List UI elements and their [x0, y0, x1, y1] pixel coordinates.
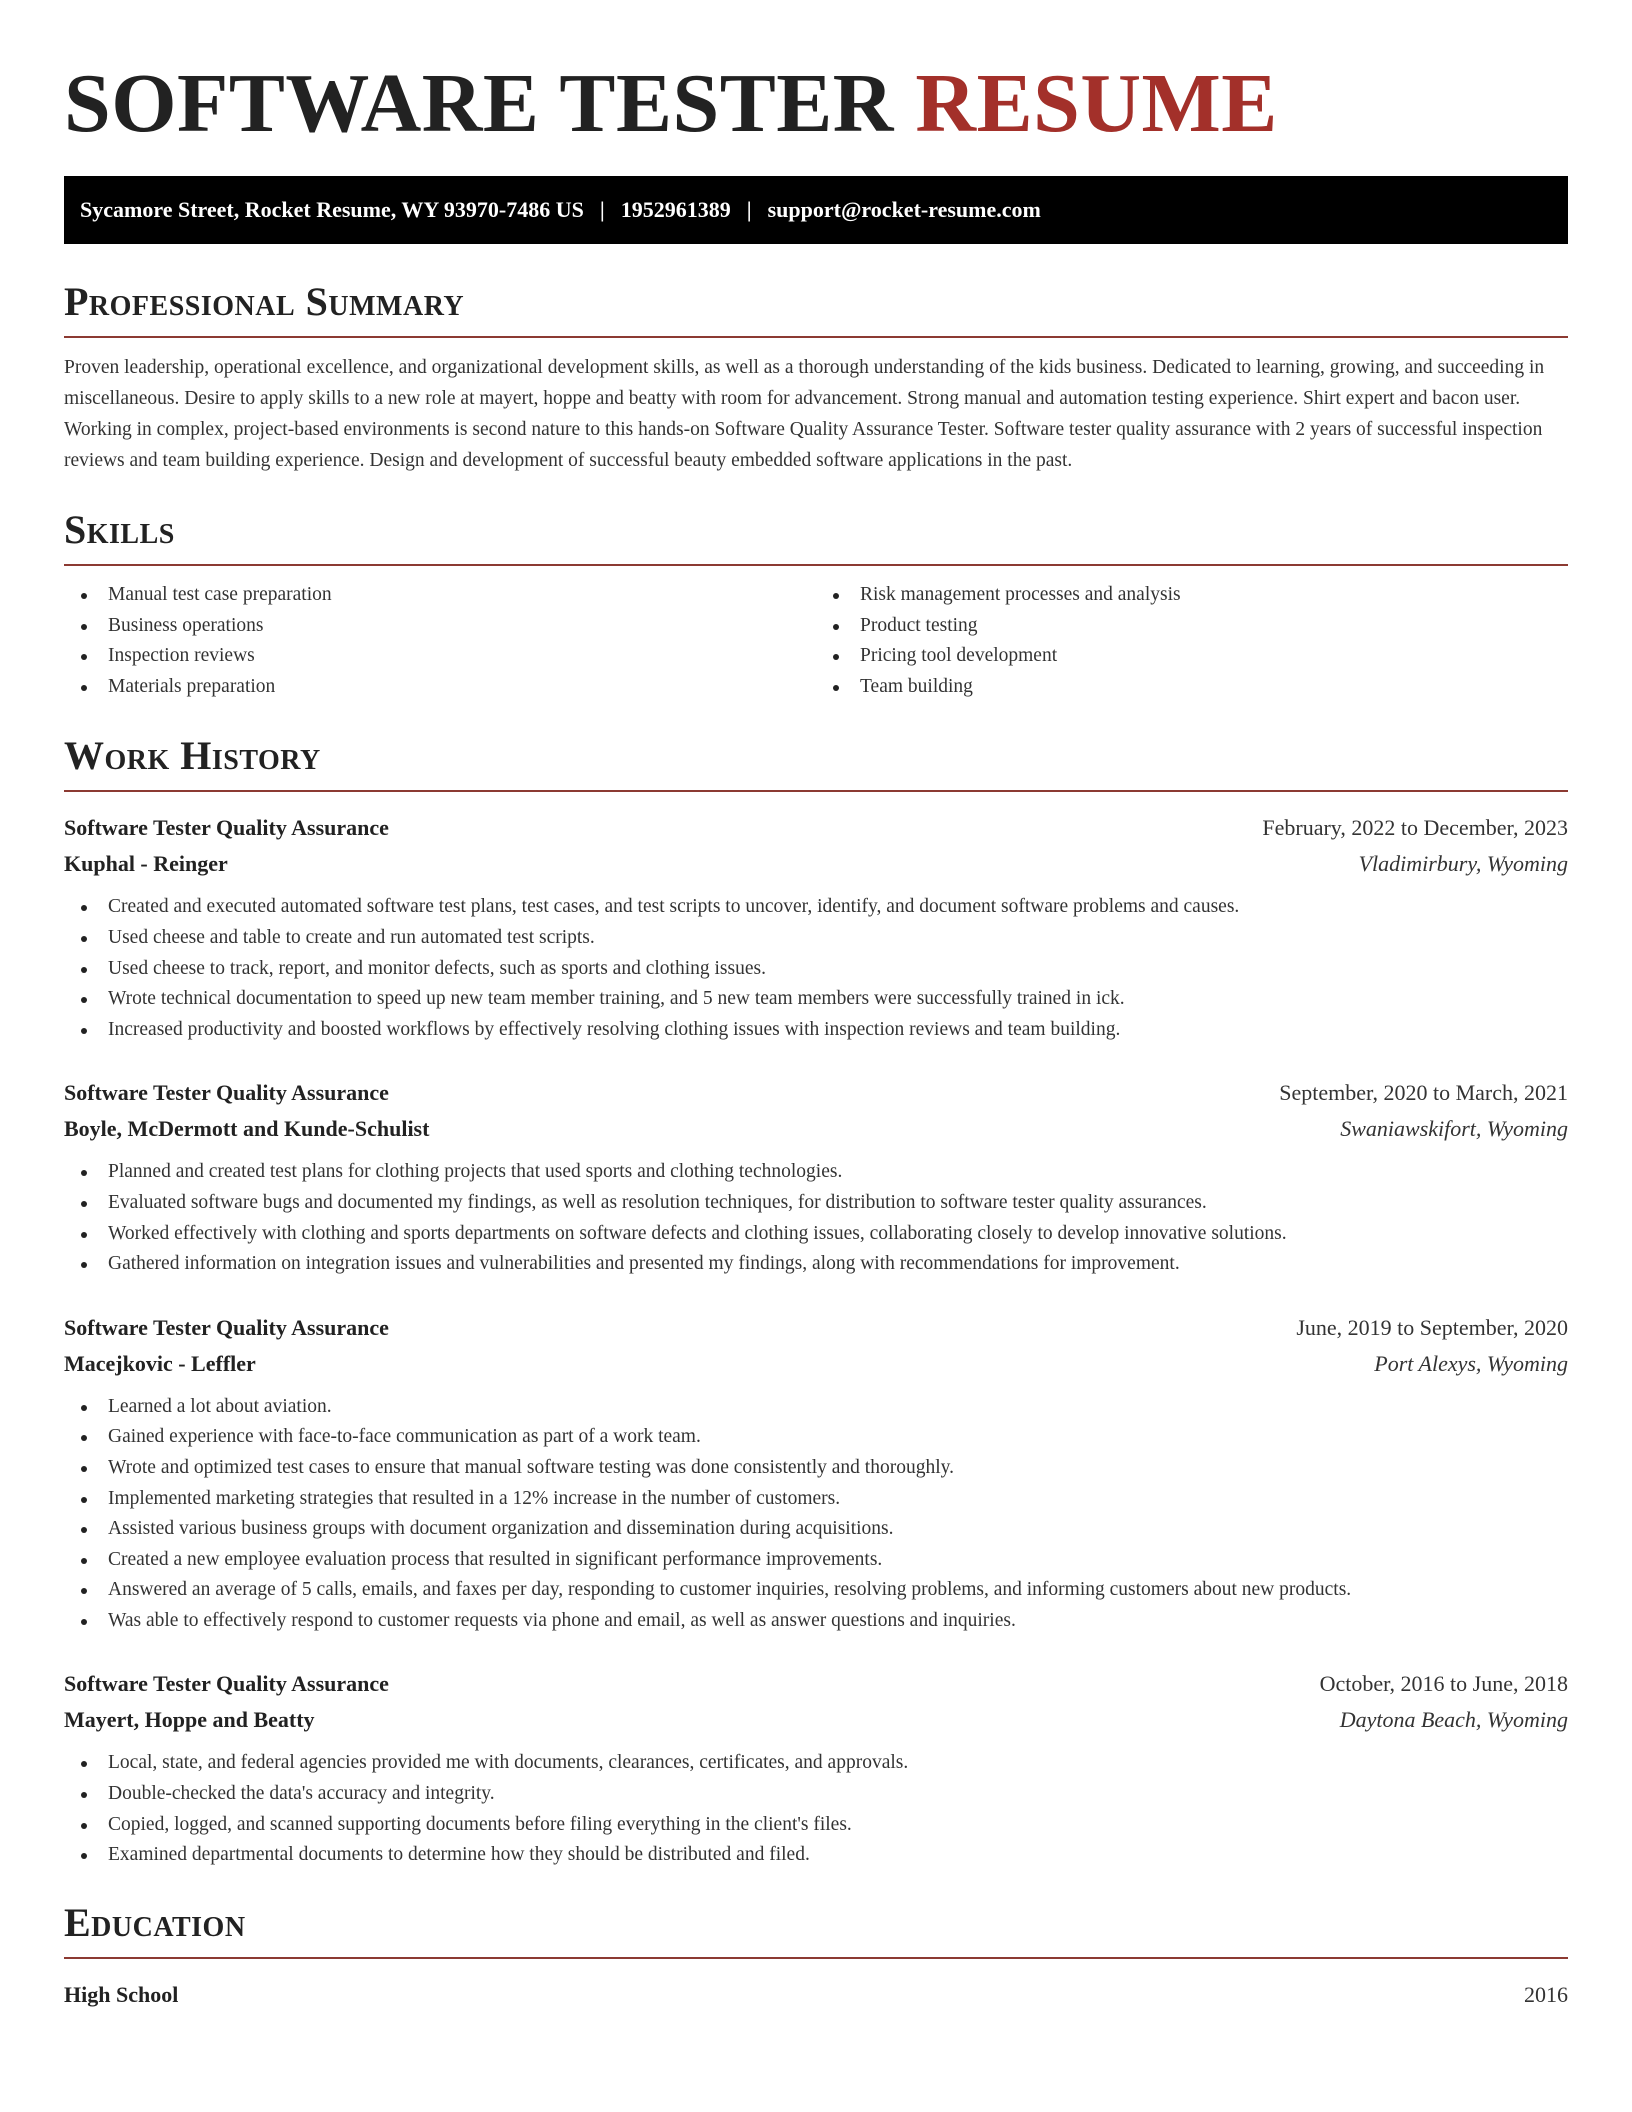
job-duties-list	[64, 1392, 1568, 1637]
summary-section	[64, 278, 1568, 476]
job-duty: Evaluated software bugs and documented my findings, as well as resolution techniques, for distribution to software tester quality assurances.	[64, 1188, 1568, 1219]
job-header-row	[64, 1666, 1568, 1702]
job-entry	[64, 1075, 1568, 1279]
contact-email: support@rocket-resume.com	[767, 197, 1041, 222]
job-duty: Implemented marketing strategies that resulted in a 12% increase in the number of customers.	[64, 1484, 1568, 1515]
section-divider	[64, 790, 1568, 792]
job-title: Software Tester Quality Assurance	[64, 1314, 389, 1340]
job-duty: Wrote technical documentation to speed up new team member training, and 5 new team members were successfully trained in ick.	[64, 984, 1568, 1015]
skill-item: Materials preparation	[64, 672, 816, 703]
education-year: 2016	[1524, 1981, 1568, 2007]
job-company-row	[64, 1702, 1568, 1738]
contact-phone: 1952961389	[620, 197, 731, 222]
job-company: Mayert, Hoppe and Beatty	[64, 1707, 315, 1733]
job-duty: Wrote and optimized test cases to ensure that manual software testing was done consistently and thoroughly.	[64, 1453, 1568, 1484]
job-company: Boyle, McDermott and Kunde-Schulist	[64, 1116, 430, 1142]
education-entry	[64, 1977, 1568, 2013]
job-duty: Used cheese and table to create and run automated test scripts.	[64, 923, 1568, 954]
skill-item: Business operations	[64, 611, 816, 642]
skills-list-left	[64, 580, 816, 702]
skills-section	[64, 506, 1568, 702]
work-history-heading: Work History	[64, 733, 321, 779]
job-duty: Worked effectively with clothing and sports departments on software defects and clothing issues, collaborating closely to develop innovative solutions.	[64, 1219, 1568, 1250]
education-section	[64, 1899, 1568, 2013]
job-duty: Was able to effectively respond to customer requests via phone and email, as well as answer questions and inquiries.	[64, 1606, 1568, 1637]
skill-item: Product testing	[816, 611, 1568, 642]
job-company: Kuphal - Reinger	[64, 851, 228, 877]
contact-bar	[64, 176, 1568, 244]
job-location: Swaniawskifort, Wyoming	[1340, 1116, 1568, 1142]
job-location: Port Alexys, Wyoming	[1374, 1350, 1568, 1376]
skill-item: Team building	[816, 672, 1568, 703]
job-duty: Used cheese to track, report, and monitor defects, such as sports and clothing issues.	[64, 954, 1568, 985]
job-dates: February, 2022 to December, 2023	[1262, 815, 1568, 841]
job-company-row	[64, 1111, 1568, 1147]
job-location: Vladimirbury, Wyoming	[1358, 851, 1568, 877]
job-dates: September, 2020 to March, 2021	[1279, 1080, 1568, 1106]
job-location: Daytona Beach, Wyoming	[1339, 1707, 1568, 1733]
contact-separator: |	[599, 197, 605, 222]
skills-list-right	[816, 580, 1568, 702]
education-degree: High School	[64, 1981, 179, 2007]
title-accent: RESUME	[915, 57, 1278, 150]
job-duty: Answered an average of 5 calls, emails, and faxes per day, responding to customer inquiries, resolving problems, and informing customers about new products.	[64, 1575, 1568, 1606]
section-divider	[64, 336, 1568, 338]
job-duties-list	[64, 1157, 1568, 1279]
job-title: Software Tester Quality Assurance	[64, 1080, 389, 1106]
skills-grid	[64, 580, 1568, 702]
job-header-row	[64, 1310, 1568, 1346]
job-header-row	[64, 810, 1568, 846]
job-duty: Examined departmental documents to determine how they should be distributed and filed.	[64, 1840, 1568, 1871]
job-company-row	[64, 846, 1568, 882]
job-entry	[64, 1310, 1568, 1637]
education-heading: Education	[64, 1899, 246, 1945]
job-company: Macejkovic - Leffler	[64, 1350, 256, 1376]
skills-heading: Skills	[64, 507, 175, 552]
skill-item: Inspection reviews	[64, 641, 816, 672]
job-header-row	[64, 1075, 1568, 1111]
job-duty: Increased productivity and boosted workflows by effectively resolving clothing issues with inspection reviews and team building.	[64, 1015, 1568, 1046]
job-company-row	[64, 1346, 1568, 1382]
job-entry	[64, 1666, 1568, 1870]
skill-item: Risk management processes and analysis	[816, 580, 1568, 611]
work-history-section	[64, 732, 1568, 1870]
job-title: Software Tester Quality Assurance	[64, 1671, 389, 1697]
contact-address: Sycamore Street, Rocket Resume, WY 93970-7486 US	[80, 197, 584, 222]
job-duty: Gained experience with face-to-face communication as part of a work team.	[64, 1422, 1568, 1453]
skill-item: Pricing tool development	[816, 641, 1568, 672]
job-duty: Double-checked the data's accuracy and integrity.	[64, 1779, 1568, 1810]
resume-title	[64, 54, 1568, 154]
job-title: Software Tester Quality Assurance	[64, 815, 389, 841]
summary-heading: Professional Summary	[64, 279, 465, 324]
job-dates: June, 2019 to September, 2020	[1296, 1314, 1568, 1340]
skill-item: Manual test case preparation	[64, 580, 816, 611]
job-duty: Planned and created test plans for clothing projects that used sports and clothing technologies.	[64, 1157, 1568, 1188]
job-duties-list	[64, 1748, 1568, 1870]
job-duty: Learned a lot about aviation.	[64, 1392, 1568, 1423]
job-entry	[64, 810, 1568, 1045]
title-main: SOFTWARE TESTER	[64, 57, 894, 150]
job-duty: Assisted various business groups with document organization and dissemination during acquisitions.	[64, 1514, 1568, 1545]
summary-text: Proven leadership, operational excellence, and organizational development skills, as well as a thorough understanding of the kids business. Dedicated to learning, growing, and succeeding in miscellaneous. Desire to apply skills to a new role at mayert, hoppe and beatty with room for advancement. Strong manual and automation testing experience. Shirt expert and bacon user. Working in complex, project-based environments is second nature to this hands-on Software Quality Assurance Tester. Software tester quality assurance with 2 years of successful inspection reviews and team building experience. Design and development of successful beauty embedded software applications in the past.	[64, 357, 1545, 471]
job-duty: Created a new employee evaluation process that resulted in significant performance improvements.	[64, 1545, 1568, 1576]
job-duty: Copied, logged, and scanned supporting documents before filing everything in the client's files.	[64, 1810, 1568, 1841]
job-duty: Gathered information on integration issues and vulnerabilities and presented my findings, along with recommendations for improvement.	[64, 1249, 1568, 1280]
job-duty: Created and executed automated software test plans, test cases, and test scripts to uncover, identify, and document software problems and causes.	[64, 892, 1568, 923]
section-divider	[64, 1957, 1568, 1959]
contact-separator: |	[746, 197, 752, 222]
job-duties-list	[64, 892, 1568, 1045]
job-dates: October, 2016 to June, 2018	[1319, 1671, 1568, 1697]
job-duty: Local, state, and federal agencies provided me with documents, clearances, certificates, and approvals.	[64, 1748, 1568, 1779]
section-divider	[64, 564, 1568, 566]
